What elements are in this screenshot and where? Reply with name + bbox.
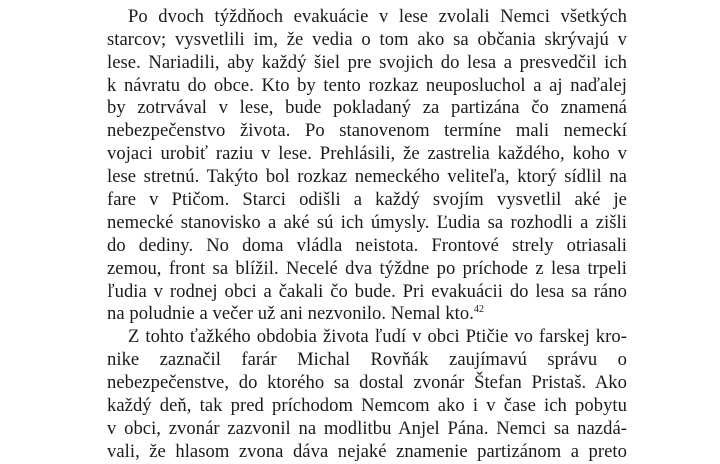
paragraph-1 xyxy=(107,6,627,326)
text-line: lese. Nariadili, aby každý šiel pre svojich do lesa a presvedčil ich xyxy=(107,51,627,73)
paragraph-2 xyxy=(107,326,627,463)
text-line: k návratu do obce. Kto by tento rozkaz neuposluchol a aj naďalej xyxy=(107,74,627,96)
text-line: Z tohto ťažkého obdobia života ľudí v obci Ptičie vo farskej kro- xyxy=(128,326,627,348)
text-line: nike zaznačil farár Michal Rovňák zaujímavú správu o xyxy=(107,349,627,371)
text-line: do dediny. No doma vládla neistota. Frontové strely otriasali xyxy=(107,234,627,256)
text-line-with-footnote xyxy=(107,303,627,326)
text-line: ľudia v rodnej obci a čakali čo bude. Pri evakuácii do lesa sa ráno xyxy=(107,280,627,302)
text-line: fare v Ptičom. Starci odišli a každý svojím vysvetlil aké je xyxy=(107,189,627,211)
text-line: každý deň, tak pred príchodom Nemcom ako i v čase ich pobytu xyxy=(107,395,627,417)
text-line: na poludnie a večer už ani nezvonilo. Nemal kto. xyxy=(107,303,474,325)
text-line: vojaci urobiť raziu v lese. Prehlásili, že zastrelia každého, koho v xyxy=(107,143,627,165)
text-line: nebezpečenstve, do ktorého sa dostal zvonár Štefan Pristaš. Ako xyxy=(107,372,627,394)
text-line: Po dvoch týždňoch evakuácie v lese zvolali Nemci všetkých xyxy=(128,5,627,27)
text-line: lese stretnú. Takýto bol rozkaz nemeckého veliteľa, ktorý sídlil na xyxy=(107,166,627,188)
text-line: v obci, zvonár zazvonil na modlitbu Anjel Pána. Nemci sa nazdá- xyxy=(107,417,627,439)
text-line: nemecké stanovisko a aké sú ich úmysly. Ľudia sa rozhodli a zišli xyxy=(107,211,627,233)
footnote-reference[interactable]: 42 xyxy=(473,304,485,316)
text-line: starcov; vysvetlili im, že vedia o tom ako sa občania skrývajú v xyxy=(107,28,627,50)
document-page xyxy=(107,0,627,464)
text-line: zemou, front sa blížil. Necelé dva týždne po príchode z lesa trpeli xyxy=(107,257,627,279)
text-line: nebezpečenstvo života. Po stanovenom termíne mali nemeckí xyxy=(107,120,627,142)
text-line: by zotrvával v lese, bude pokladaný za partizána čo znamená xyxy=(107,97,627,119)
text-line: vali, že hlasom zvona dáva nejaké znamenie partizánom a preto xyxy=(107,440,627,462)
